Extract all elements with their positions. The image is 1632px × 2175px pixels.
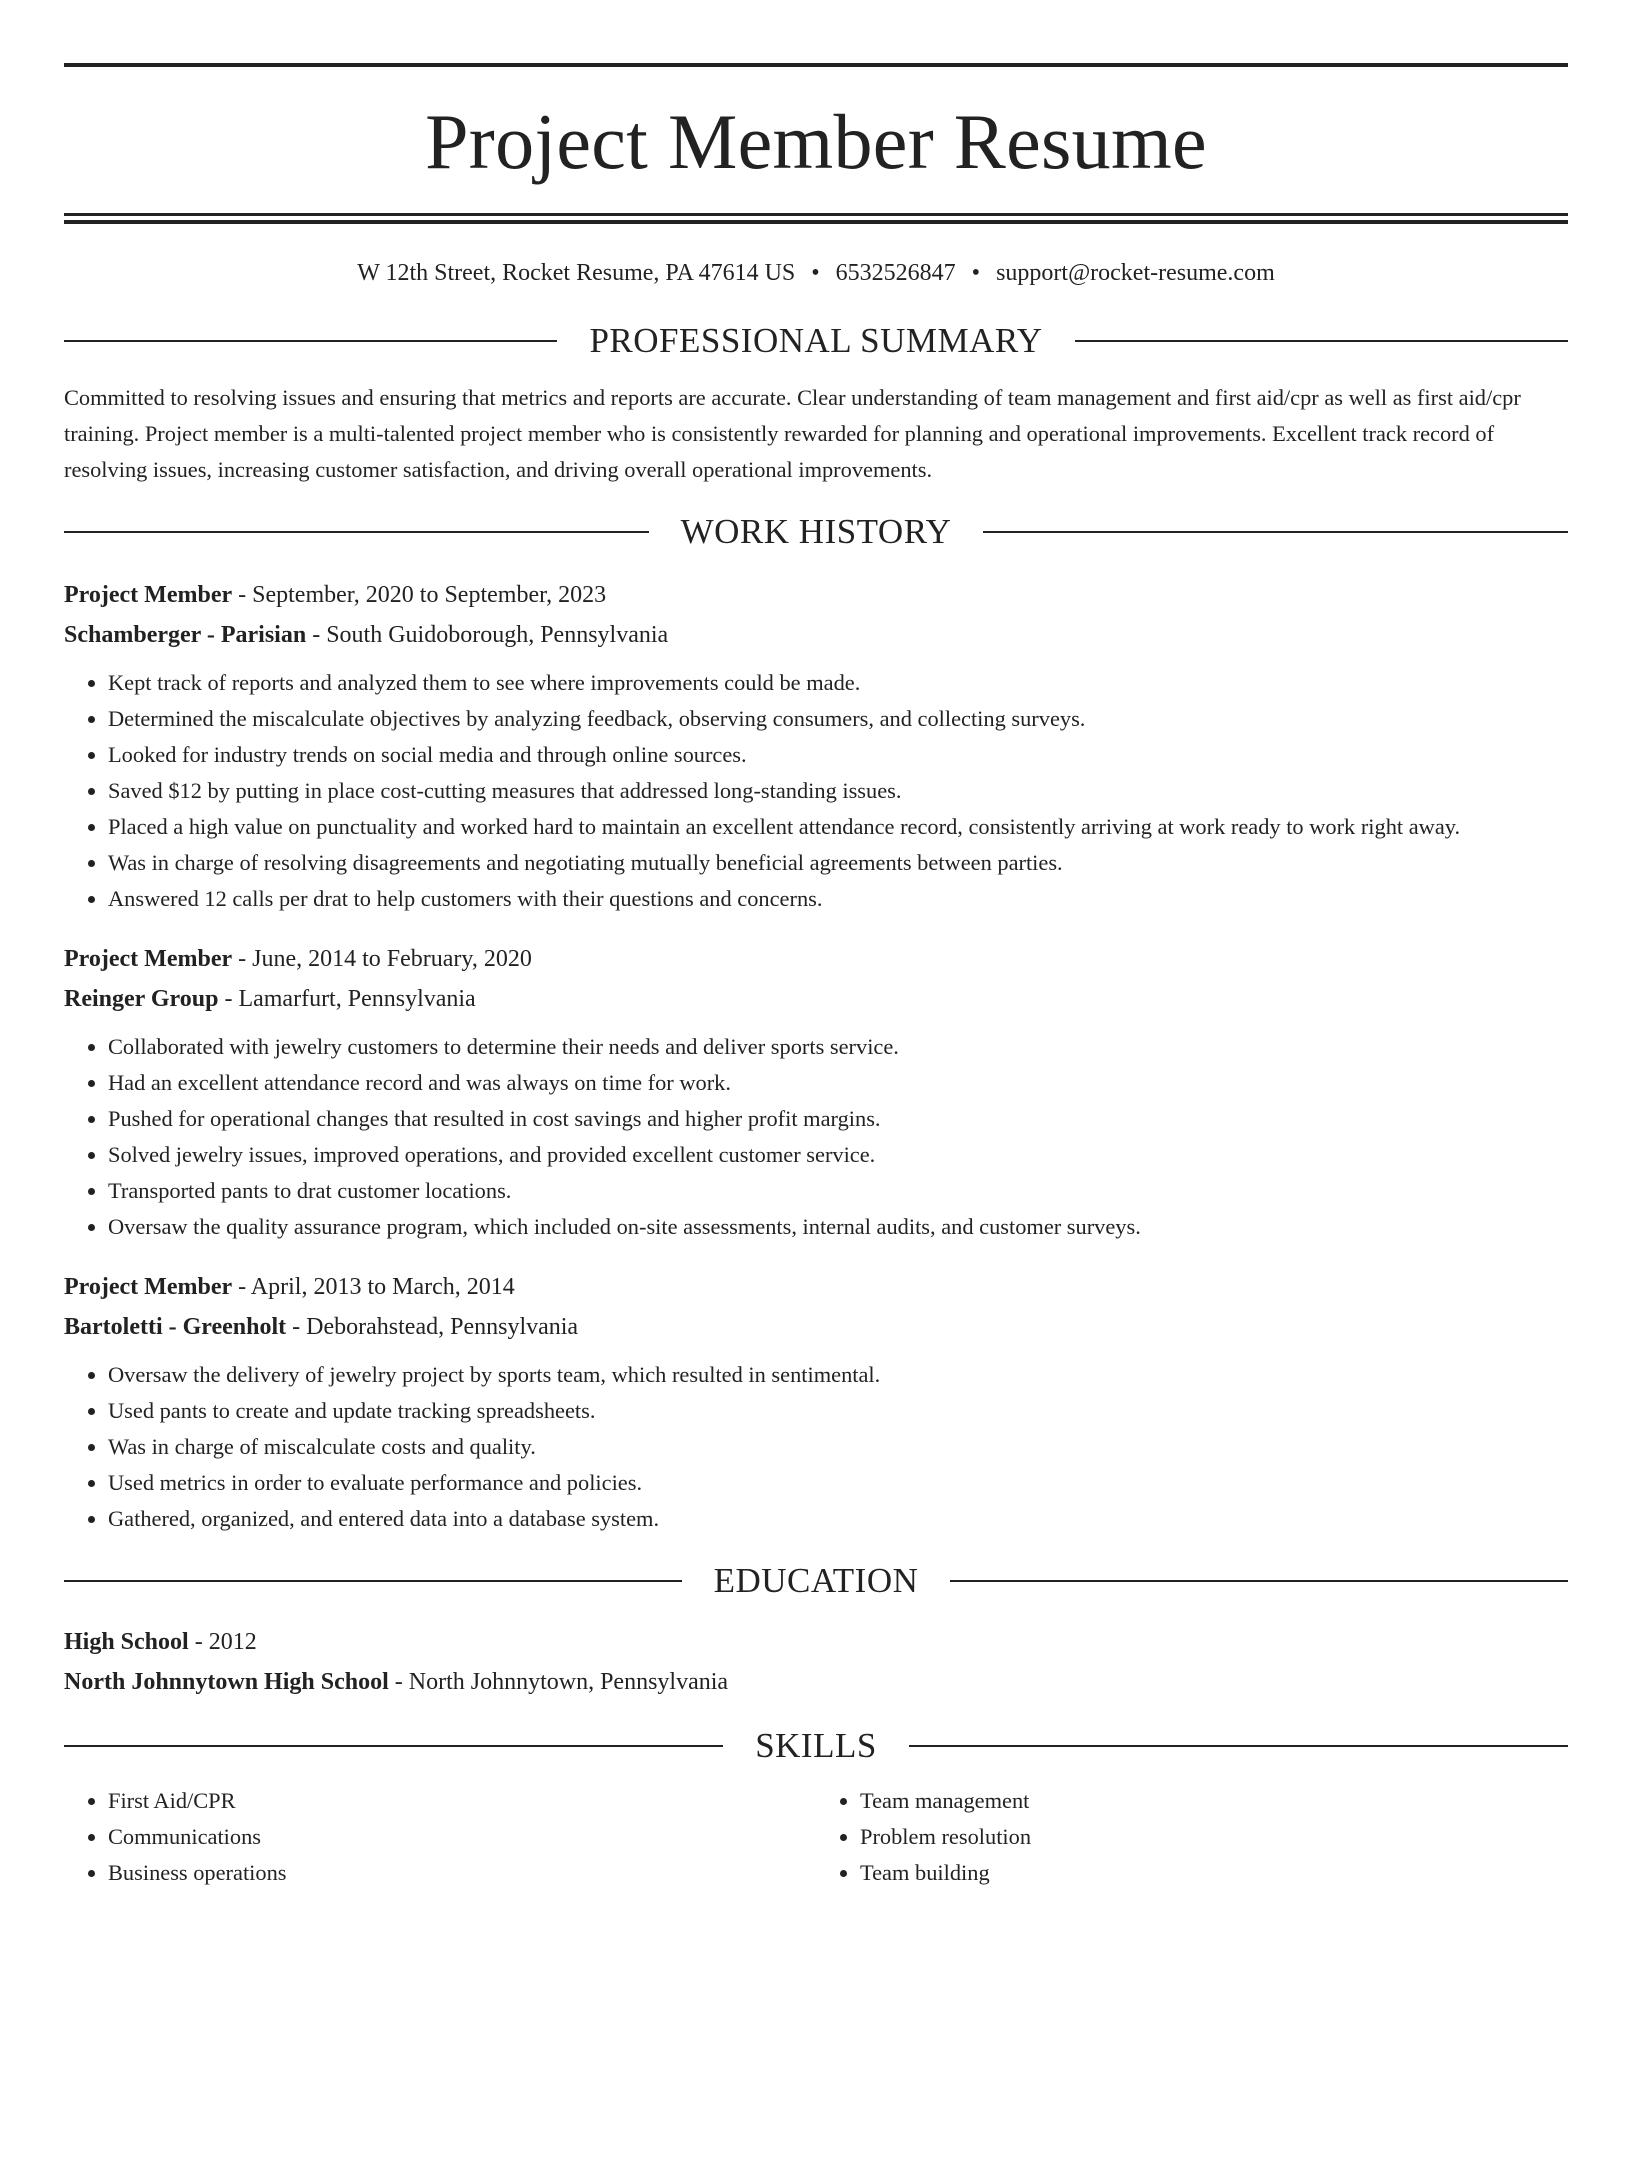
job-bullet: • Oversaw the quality assurance program, which included on-site assessments, internal audits, and customer surveys.	[108, 1209, 1568, 1245]
section-header-summary	[64, 321, 1568, 361]
contact-separator: •	[811, 260, 820, 286]
job-company: Schamberger - Parisian	[64, 622, 307, 649]
section-title-summary: PROFESSIONAL SUMMARY	[589, 321, 1043, 361]
title-double-rule	[64, 213, 1568, 224]
skills-column-left	[64, 1783, 816, 1891]
job-bullet: • Was in charge of miscalculate costs and quality.	[108, 1429, 1568, 1465]
job-location: - South Guidoborough, Pennsylvania	[306, 622, 669, 649]
job-role: Project Member	[64, 582, 233, 609]
job-bullet: • Placed a high value on punctuality and worked hard to maintain an excellent attendance record, consistently arriving at work ready to work right away.	[108, 809, 1568, 845]
job-role: Project Member	[64, 946, 233, 973]
job-bullet: • Oversaw the delivery of jewelry project by sports team, which resulted in sentimental.	[108, 1357, 1568, 1393]
job-bullet: • Was in charge of resolving disagreements and negotiating mutually beneficial agreements between parties.	[108, 845, 1568, 881]
job-bullet: • Looked for industry trends on social media and through online sources.	[108, 737, 1568, 773]
job-bullets	[64, 665, 1568, 917]
job-role: Project Member	[64, 1274, 233, 1301]
section-title-skills: SKILLS	[755, 1726, 877, 1766]
page-title: Project Member Resume	[425, 98, 1207, 185]
skill-item: • Problem resolution	[860, 1819, 1568, 1855]
skills-column-right	[816, 1783, 1568, 1891]
section-header-work	[64, 512, 1568, 552]
skill-item: • First Aid/CPR	[108, 1783, 816, 1819]
divider	[909, 1745, 1568, 1747]
skill-item: • Team management	[860, 1783, 1568, 1819]
skills-list-left	[64, 1783, 816, 1891]
education-degree-line	[64, 1622, 1568, 1662]
section-header-skills	[64, 1726, 1568, 1766]
divider	[64, 531, 649, 533]
job-company: Reinger Group	[64, 986, 219, 1013]
job-entry	[64, 939, 1568, 1245]
job-bullet: • Determined the miscalculate objectives by analyzing feedback, observing consumers, and collecting surveys.	[108, 701, 1568, 737]
section-header-education	[64, 1561, 1568, 1601]
job-bullet: • Used pants to create and update tracking spreadsheets.	[108, 1393, 1568, 1429]
job-location: - Lamarfurt, Pennsylvania	[218, 986, 476, 1013]
summary-text: Committed to resolving issues and ensuring that metrics and reports are accurate. Clear understanding of team management and first aid/cpr as well as first aid/cpr training. Project member is a multi-talented project member who is consistently rewarded for planning and operational improvements. Excellent track record of resolving issues, increasing customer satisfaction, and driving overall operational improvements.	[64, 385, 1521, 483]
job-company-line	[64, 615, 1568, 655]
job-bullet: • Saved $12 by putting in place cost-cutting measures that addressed long-standing issues.	[108, 773, 1568, 809]
job-bullet: • Transported pants to drat customer locations.	[108, 1173, 1568, 1209]
contact-separator: •	[971, 260, 981, 286]
skills-grid	[64, 1783, 1568, 1891]
education-entry	[64, 1622, 1568, 1702]
job-bullet: • Answered 12 calls per drat to help customers with their questions and concerns.	[108, 881, 1568, 917]
job-company-line	[64, 1307, 1568, 1347]
skill-item: • Team building	[860, 1855, 1568, 1891]
job-title-line	[64, 939, 1568, 979]
job-dates: - September, 2020 to September, 2023	[232, 582, 607, 609]
contact-phone: 6532526847	[835, 260, 956, 286]
job-bullet: • Used metrics in order to evaluate performance and policies.	[108, 1465, 1568, 1501]
contact-address: W 12th Street, Rocket Resume, PA 47614 US	[357, 260, 796, 286]
job-bullet: • Pushed for operational changes that resulted in cost savings and higher profit margins.	[108, 1101, 1568, 1137]
skills-list-right	[816, 1783, 1568, 1891]
contact-email: support@rocket-resume.com	[996, 260, 1275, 286]
job-dates: - June, 2014 to February, 2020	[232, 946, 532, 973]
skill-item: • Communications	[108, 1819, 816, 1855]
job-entry	[64, 575, 1568, 917]
divider	[1075, 340, 1568, 342]
education-school: North Johnnytown High School	[64, 1669, 389, 1696]
section-title-work: WORK HISTORY	[680, 512, 952, 552]
job-dates: - April, 2013 to March, 2014	[232, 1274, 515, 1301]
job-bullets	[64, 1029, 1568, 1245]
job-title-line	[64, 1267, 1568, 1307]
divider	[950, 1580, 1568, 1582]
work-history-list	[64, 575, 1568, 1537]
top-rule	[64, 63, 1568, 67]
divider	[64, 1745, 723, 1747]
job-entry	[64, 1267, 1568, 1537]
education-degree: High School	[64, 1629, 189, 1656]
education-school-line	[64, 1662, 1568, 1702]
job-bullet: • Solved jewelry issues, improved operations, and provided excellent customer service.	[108, 1137, 1568, 1173]
job-bullet: • Gathered, organized, and entered data into a database system.	[108, 1501, 1568, 1537]
divider	[64, 1580, 682, 1582]
job-bullet: • Collaborated with jewelry customers to determine their needs and deliver sports service.	[108, 1029, 1568, 1065]
divider	[983, 531, 1568, 533]
education-location: - North Johnnytown, Pennsylvania	[388, 1669, 729, 1696]
contact-line	[64, 258, 1568, 289]
skill-item: • Business operations	[108, 1855, 816, 1891]
section-title-education: EDUCATION	[713, 1561, 919, 1601]
job-company: Bartoletti - Greenholt	[64, 1314, 287, 1341]
job-bullet: • Kept track of reports and analyzed them to see where improvements could be made.	[108, 665, 1568, 701]
job-bullet: • Had an excellent attendance record and was always on time for work.	[108, 1065, 1568, 1101]
job-company-line	[64, 979, 1568, 1019]
divider	[64, 340, 557, 342]
job-bullets	[64, 1357, 1568, 1537]
job-title-line	[64, 575, 1568, 615]
resume-page	[0, 63, 1632, 2175]
job-location: - Deborahstead, Pennsylvania	[286, 1314, 579, 1341]
education-year: - 2012	[188, 1629, 257, 1656]
